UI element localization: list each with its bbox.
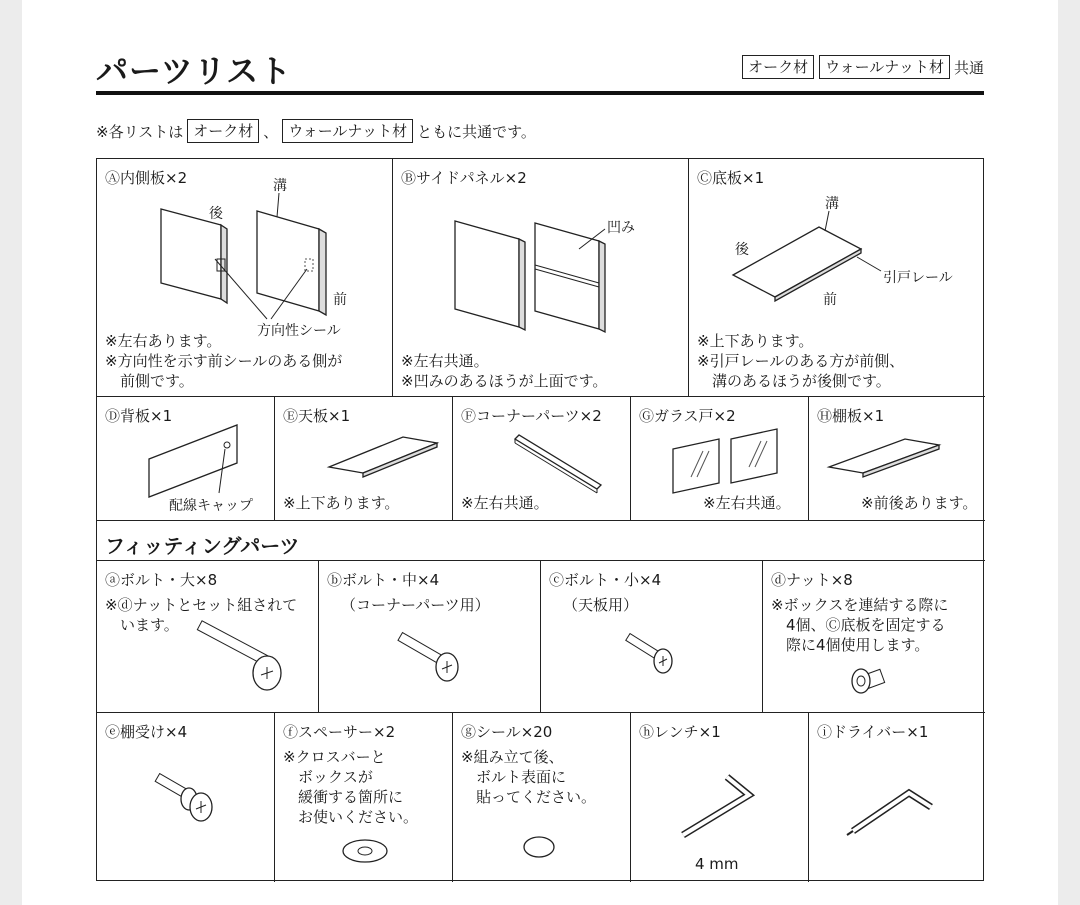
fitting-header xyxy=(97,521,985,561)
fitting-a-label: ⓐボルト・大×8 xyxy=(105,571,218,589)
fitting-i-cell xyxy=(809,713,985,882)
part-c-rail-tag: 引戸レール xyxy=(883,270,953,286)
part-a-groove-tag: 溝 xyxy=(273,178,287,194)
material-oak: オーク材 xyxy=(742,55,814,79)
fitting-f-cell xyxy=(275,713,453,882)
fitting-c-note: （天板用） xyxy=(563,596,639,614)
fitting-f-note: ※クロスバーと ボックスが 緩衝する箇所に お使いください。 xyxy=(283,748,419,826)
part-b-cell xyxy=(393,159,689,397)
part-c-back-tag: 後 xyxy=(735,242,749,258)
fitting-d-note: ※ボックスを連結する際に 4個、Ⓒ底板を固定する 際に4個使用します。 xyxy=(771,596,949,654)
small-bolt-illustration xyxy=(541,561,763,713)
part-d-label: Ⓓ背板×1 xyxy=(105,407,173,425)
fitting-e-label: ⓔ棚受け×4 xyxy=(105,723,188,741)
part-h-note: ※前後あります。 xyxy=(861,494,978,512)
part-h-cell xyxy=(809,397,985,521)
part-e-cell xyxy=(275,397,453,521)
fitting-i-label: ⓘドライバー×1 xyxy=(817,723,929,741)
intro-note xyxy=(96,119,536,143)
wrench-size: 4 mm xyxy=(695,855,739,873)
part-a-seal-tag: 方向性シール xyxy=(257,323,341,339)
part-f-label: Ⓕコーナーパーツ×2 xyxy=(461,407,602,425)
fitting-d-label: ⓓナット×8 xyxy=(771,571,853,589)
intro-material-oak: オーク材 xyxy=(187,119,259,143)
part-g-label: Ⓖガラス戸×2 xyxy=(639,407,736,425)
shelf-support-illustration xyxy=(97,713,275,882)
part-b-label: Ⓑサイドパネル×2 xyxy=(401,169,527,187)
seal-illustration xyxy=(453,713,631,882)
part-a-note: ※左右あります。 ※方向性を示す前シールのある側が 前側です。 xyxy=(105,332,343,390)
material-walnut: ウォールナット材 xyxy=(819,55,950,79)
fitting-b-note: （コーナーパーツ用） xyxy=(341,596,490,614)
fitting-h-label: ⓗレンチ×1 xyxy=(639,723,721,741)
part-c-front-tag: 前 xyxy=(823,292,837,308)
nut-illustration xyxy=(763,561,985,713)
fitting-c-label: ⓒボルト・小×4 xyxy=(549,571,662,589)
manual-page xyxy=(22,0,1058,905)
bottom-board-illustration xyxy=(689,159,985,319)
part-a-front-tag: 前 xyxy=(333,292,347,308)
fitting-a-note: ※ⓓナットとセット組されて います。 xyxy=(105,596,298,634)
part-h-label: Ⓗ棚板×1 xyxy=(817,407,885,425)
intro-prefix: ※各リストは xyxy=(96,122,184,141)
part-f-cell xyxy=(453,397,631,521)
material-common: 共通 xyxy=(953,58,984,77)
part-c-note: ※上下あります。 ※引戸レールのある方が前側、 溝のあるほうが後側です。 xyxy=(697,332,905,390)
title-rule xyxy=(96,91,984,95)
fitting-b-cell xyxy=(319,561,541,713)
large-bolt-illustration xyxy=(97,561,319,713)
medium-bolt-illustration xyxy=(319,561,541,713)
part-e-label: Ⓔ天板×1 xyxy=(283,407,351,425)
inner-panel-illustration xyxy=(97,159,393,319)
part-a-cell xyxy=(97,159,393,397)
part-e-note: ※上下あります。 xyxy=(283,494,400,512)
material-tags xyxy=(737,55,984,79)
part-c-groove-tag: 溝 xyxy=(825,196,839,212)
part-c-cell xyxy=(689,159,985,397)
fitting-h-cell xyxy=(631,713,809,882)
part-a-label: Ⓐ内側板×2 xyxy=(105,169,188,187)
page-title: パーツリスト xyxy=(96,52,293,90)
fitting-g-label: ⓖシール×20 xyxy=(461,723,553,741)
fitting-g-note: ※組み立て後、 ボルト表面に 貼ってください。 xyxy=(461,748,597,806)
spacer-illustration xyxy=(275,713,453,882)
fitting-title: フィッティングパーツ xyxy=(105,534,300,558)
screwdriver-illustration xyxy=(809,713,985,882)
fitting-c-cell xyxy=(541,561,763,713)
side-panel-illustration xyxy=(393,159,689,339)
part-a-back-tag: 後 xyxy=(209,206,223,222)
part-c-label: Ⓒ底板×1 xyxy=(697,169,765,187)
part-f-note: ※左右共通。 xyxy=(461,494,549,512)
fitting-d-cell xyxy=(763,561,985,713)
part-d-cell xyxy=(97,397,275,521)
parts-grid xyxy=(96,158,984,881)
part-g-cell xyxy=(631,397,809,521)
part-d-cap-tag: 配線キャップ xyxy=(169,498,253,514)
intro-suffix: ともに共通です。 xyxy=(417,122,536,141)
intro-sep: 、 xyxy=(263,122,279,141)
fitting-g-cell xyxy=(453,713,631,882)
part-g-note: ※左右共通。 xyxy=(703,494,791,512)
part-b-dent-tag: 凹み xyxy=(607,220,635,236)
fitting-b-label: ⓑボルト・中×4 xyxy=(327,571,440,589)
intro-material-walnut: ウォールナット材 xyxy=(282,119,413,143)
fitting-e-cell xyxy=(97,713,275,882)
part-b-note: ※左右共通。 ※凹みのあるほうが上面です。 xyxy=(401,352,608,390)
fitting-a-cell xyxy=(97,561,319,713)
fitting-f-label: ⓕスペーサー×2 xyxy=(283,723,396,741)
